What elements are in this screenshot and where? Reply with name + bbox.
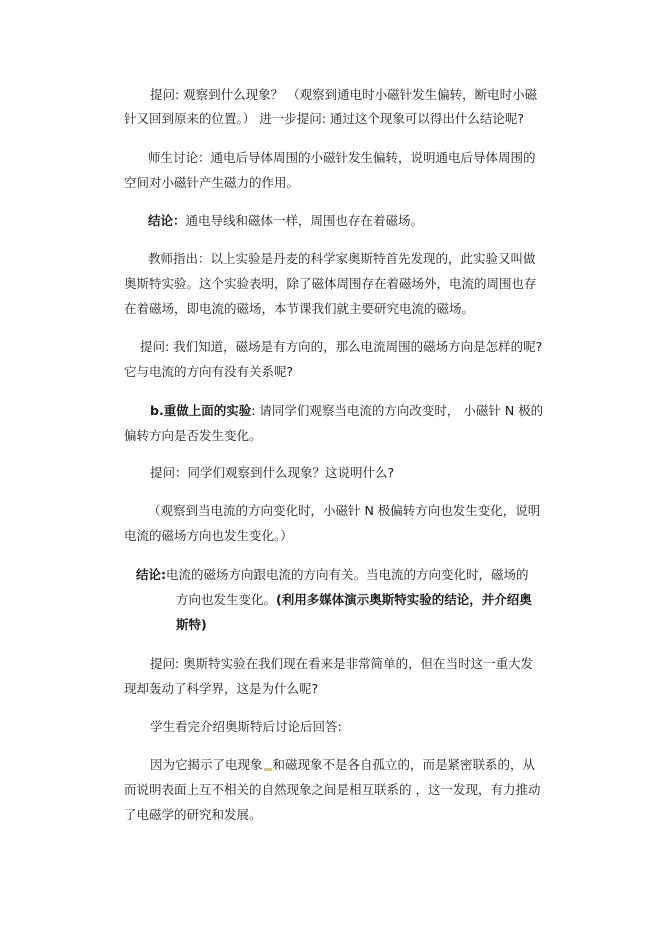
p5-line2: 它与电流的方向有没有关系呢? [124, 364, 294, 379]
p12-line2: 而说明表面上互不相关的自然现象之间是相互联系的 ，这一发现，有力推动 [124, 782, 541, 797]
p3-label: 结论： [148, 213, 186, 228]
p8-line1: （观察到当电流的方向变化时，小磁针 N 极偏转方向也发生变化，说明 [148, 503, 541, 518]
p8-line2: 电流的磁场方向也发生变化。） [124, 528, 293, 543]
p10-line1: 提问: 奥斯特实验在我们现在看来是非常简单的，但在当时这一重大发 [150, 656, 534, 671]
p6-line1 [150, 403, 543, 419]
p12-line1b: 和磁现象不是各自孤立的，而是紧密联系的，从 [272, 757, 536, 772]
p10-line2: 现却轰动了科学界，这是为什么呢? [124, 681, 319, 696]
p5-line1: 提问: 我们知道，磁场是有方向的，那么电流周围的磁场方向是怎样的呢? [140, 339, 543, 354]
p4-line1: 教师指出：以上实验是丹麦的科学家奥斯特首先发现的，此实验又叫做 [148, 251, 536, 266]
p1-line1: 提问: 观察到什么现象？ （观察到通电时小磁针发生偏转，断电时小磁 [150, 87, 538, 102]
p9-line3: 斯特) [176, 617, 207, 632]
p4-line2: 奥斯特实验。这个实验表明，除了磁体周围存在着磁场外，电流的周围也存 [124, 276, 537, 291]
p2-line2: 空间对小磁针产生磁力的作用。 [124, 175, 300, 190]
highlight-mark [264, 768, 272, 771]
p12-line1a: 因为它揭示了电现象 [150, 757, 263, 772]
p3-conclusion [148, 213, 423, 229]
p9-line2-bold: (利用多媒体演示奥斯特实验的结论，并介绍奥 [276, 592, 532, 607]
p6-label: b.重做上面的实验 [150, 403, 252, 418]
p4-line3: 在着磁场，即电流的磁场，本节课我们就主要研究电流的磁场。 [124, 301, 475, 316]
p6-text: : 请同学们观察当电流的方向改变时， 小磁针 N 极的 [251, 403, 544, 418]
p12-line3: 了电磁学的研究和发展。 [124, 807, 262, 822]
p7-line: 提问：同学们观察到什么现象？这说明什么? [150, 465, 395, 480]
p9-label: 结论: [136, 567, 166, 582]
p6-line2: 偏转方向是否发生变化。 [124, 428, 262, 443]
p2-line1: 师生讨论：通电后导体周围的小磁针发生偏转，说明通电后导体周围的 [148, 150, 536, 165]
p9-line1 [136, 567, 529, 583]
p11-line: 学生看完介绍奥斯特后讨论后回答: [150, 719, 342, 734]
p3-text: 通电导线和磁体一样，周围也存在着磁场。 [185, 213, 424, 228]
p1-line2: 针又回到原来的位置。） 进一步提问: 通过这个现象可以得出什么结论呢? [124, 111, 525, 126]
p9-line2 [176, 592, 532, 608]
p9-line2-plain: 方向也发生变化。 [176, 592, 277, 607]
p12-line1 [150, 757, 535, 773]
p9-text: 电流的磁场方向跟电流的方向有关。当电流的方向变化时，磁场的 [166, 567, 529, 582]
